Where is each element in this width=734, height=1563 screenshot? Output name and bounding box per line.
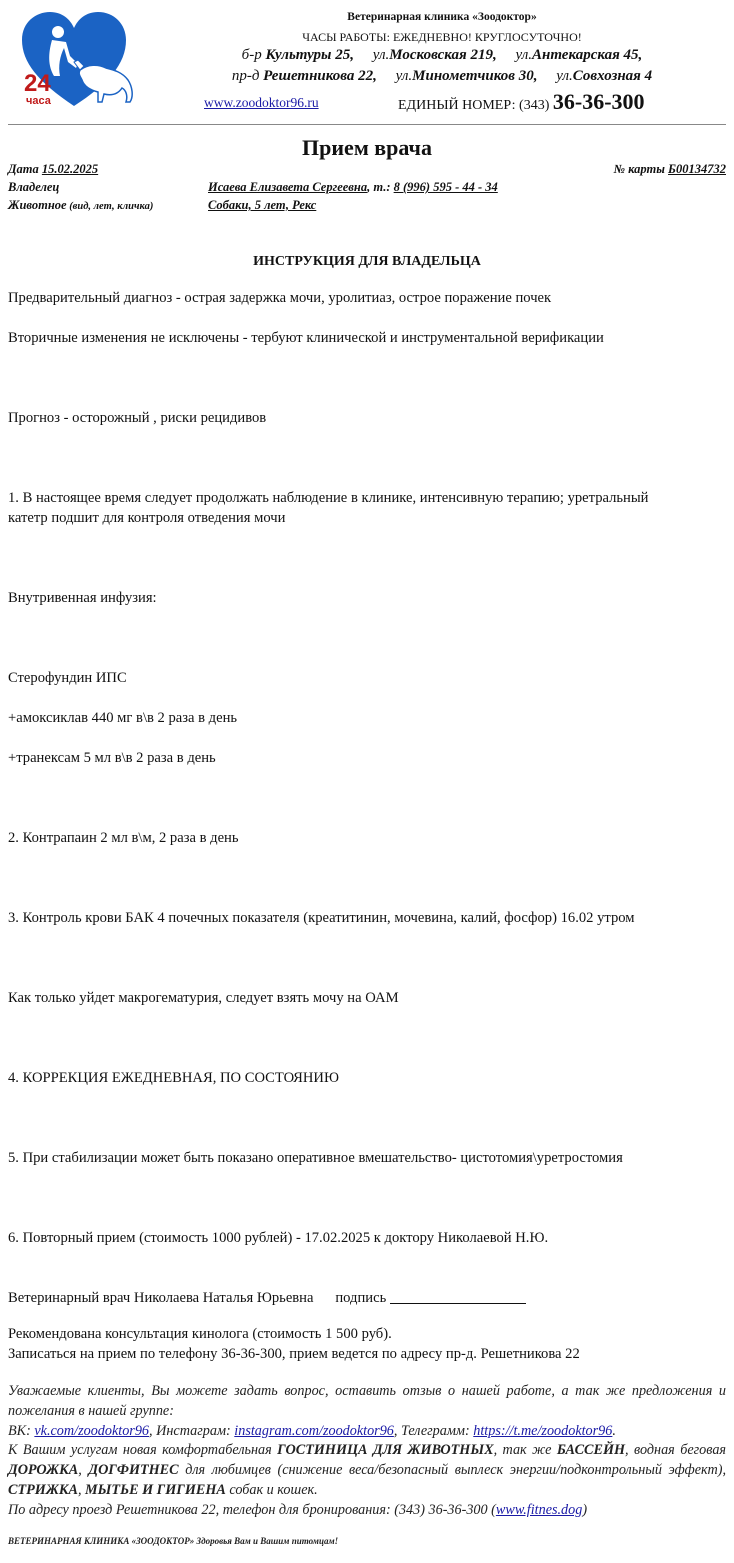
clinic-name: Ветеринарная клиника «Зоодоктор» <box>347 11 537 23</box>
item-5-line: 5. При стабилизации может быть показано оперативное вмешательство- цистотомия\уретростомия <box>8 1150 623 1166</box>
urine-test-line: Как только уйдет макрогематурия, следует взять мочу на ОАМ <box>8 990 399 1006</box>
footer-slogan: ВЕТЕРИНАРНАЯ КЛИНИКА «ЗООДОКТОР» Здоровья Вам и Вашим питомцам! <box>8 1536 339 1546</box>
prognosis-line: Прогноз - осторожный , риски рецидивов <box>8 410 267 426</box>
item-1-line-1: 1. В настоящее время следует продолжать наблюдение в клинике, интенсивную терапию; уретральный <box>8 490 649 506</box>
fitness-link[interactable]: www.fitnes.dog <box>495 1502 583 1518</box>
item-3-line: 3. Контроль крови БАК 4 почечных показателя (креатитинин, мочевина, калий, фосфор) 16.02 утром <box>8 910 635 926</box>
telegram-link[interactable]: https://t.me/zoodoktor96 <box>473 1423 613 1439</box>
item-1-line-2: катетр подшит для контроля отведения мочи <box>8 510 286 526</box>
infusion-heading: Внутривенная инфузия: <box>8 590 157 606</box>
instagram-link[interactable]: instagram.com/zoodoktor96 <box>234 1423 394 1439</box>
secondary-changes-line: Вторичные изменения не исключены - тербуют клинической и инструментальной верификации <box>8 330 604 346</box>
signature-blank <box>390 1303 526 1304</box>
working-hours: ЧАСЫ РАБОТЫ: ЕЖЕДНЕВНО! КРУГЛОСУТОЧНО! <box>302 30 582 44</box>
consult-line-2: Записаться на прием по телефону 36-36-300, прием ведется по адресу пр-д. Решетникова 22 <box>8 1346 580 1362</box>
infusion-drug-3: +транексам 5 мл в\в 2 раза в день <box>8 750 216 766</box>
logo-badge-sub: часа <box>26 95 51 107</box>
website-link[interactable]: www.zoodoktor96.ru <box>204 95 319 110</box>
footer-address: По адресу проезд Решетникова 22, телефон для бронирования: (343) 36-36-300 (www.fitnes.dog) <box>8 1502 588 1518</box>
main-phone: ЕДИНЫЙ НОМЕР: (343) 36-36-300 <box>398 89 645 114</box>
logo-badge: 24 <box>24 70 51 97</box>
address-line-2: пр-д Решетникова 22, ул.Минометчиков 30, ул.Совхозная 4 <box>231 68 653 84</box>
owner-label: Владелец <box>8 180 60 194</box>
clinic-logo <box>18 10 148 110</box>
item-4-line: 4. КОРРЕКЦИЯ ЕЖЕДНЕВНАЯ, ПО СОСТОЯНИЮ <box>8 1070 339 1086</box>
animal-label: Животное (вид, лет, кличка) <box>8 198 154 212</box>
header-divider <box>8 124 726 125</box>
doctor-signature-line: Ветеринарный врач Николаева Наталья Юрьевна подпись <box>8 1290 526 1307</box>
visit-date: Дата 15.02.2025 <box>8 162 99 176</box>
diagnosis-line: Предварительный диагноз - острая задержка мочи, уролитиаз, острое поражение почек <box>8 290 552 306</box>
instruction-heading: ИНСТРУКЦИЯ ДЛЯ ВЛАДЕЛЬЦА <box>253 254 481 269</box>
card-number: № карты Б00134732 <box>613 162 726 176</box>
vk-link[interactable]: vk.com/zoodoktor96 <box>34 1423 150 1439</box>
page-title: Прием врача <box>302 135 432 160</box>
consult-line-1: Рекомендована консультация кинолога (стоимость 1 500 руб). <box>8 1326 392 1342</box>
infusion-drug-1: Стерофундин ИПС <box>8 670 127 686</box>
item-2-line: 2. Контрапаин 2 мл в\м, 2 раза в день <box>8 830 239 846</box>
infusion-drug-2: +амоксиклав 440 мг в\в 2 раза в день <box>8 710 238 726</box>
item-6-line: 6. Повторный прием (стоимость 1000 рублей) - 17.02.2025 к доктору Николаевой Н.Ю. <box>8 1230 549 1246</box>
footer-services: К Вашим услугам новая комфортабельная ГОСТИНИЦА ДЛЯ ЖИВОТНЫХ, так же БАССЕЙН, водная беговая ДОРОЖКА, ДОГФИТНЕС для любимцев (снижение веса/безопасный выплеск энергии/подконтрольный эффект), СТРИЖКА, МЫТЬЕ И ГИГИЕНА собак и кошек. <box>8 1442 727 1498</box>
address-line-1: б-р Культуры 25, ул.Московская 219, ул.Антекарская 45, <box>241 47 643 63</box>
owner-info: Исаева Елизавета Сергеевна, т.: 8 (996) 595 - 44 - 34 <box>208 180 498 194</box>
animal-info: Собаки, 5 лет, Рекс <box>208 198 317 212</box>
footer-contacts: Уважаемые клиенты, Вы можете задать вопрос, оставить отзыв о нашей работе, а так же предложения и пожелания в нашей группе: ВК: vk.com/zoodoktor96, Инстаграм: instagram.com/zoodoktor96, Телеграмм: https://t.me/zoodoktor96. <box>8 1383 726 1439</box>
